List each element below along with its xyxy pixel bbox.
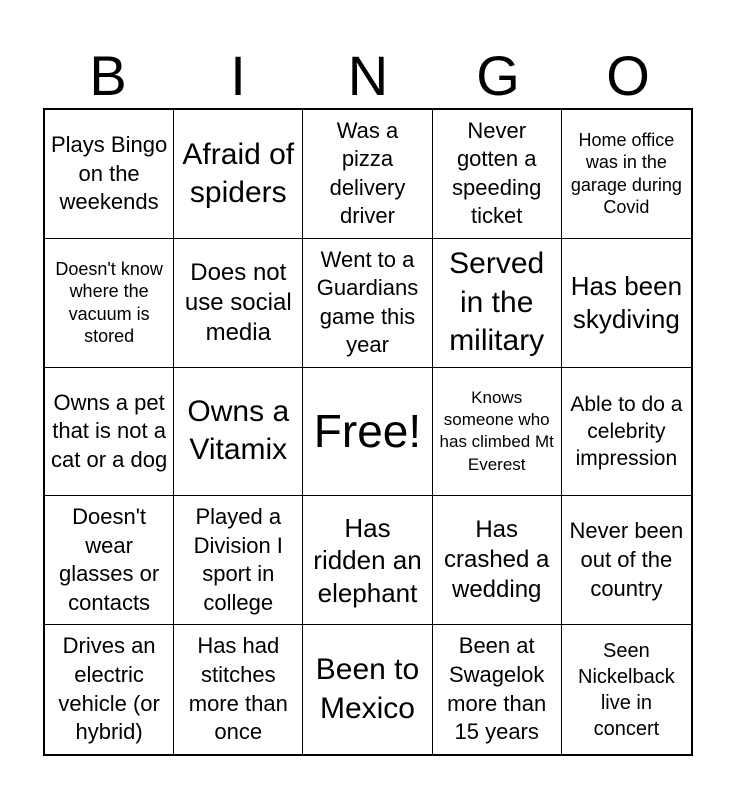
bingo-cell-n2[interactable]	[303, 239, 432, 368]
cell-text: Drives an electric vehicle (or hybrid)	[58, 633, 160, 745]
cell-text: Has crashed a wedding	[443, 516, 550, 604]
cell-text: Home office was in the garage during Covid	[570, 129, 682, 218]
header-letter-i: I	[230, 44, 246, 107]
cell-text: Been at Swagelok more than 15 years	[447, 633, 547, 745]
cell-text: Able to do a celebrity impression	[570, 392, 683, 471]
bingo-cell-g1[interactable]	[433, 110, 562, 239]
bingo-cell-o2[interactable]	[562, 239, 691, 368]
cell-text: Served in the military	[449, 247, 545, 357]
cell-text: Doesn't wear glasses or contacts	[58, 504, 160, 615]
bingo-cell-n4[interactable]	[303, 496, 432, 625]
header-letter-g: G	[476, 44, 520, 107]
cell-text: Doesn't know where the vacuum is stored	[55, 258, 163, 347]
header-letter-o: O	[606, 44, 650, 107]
bingo-cell-n5[interactable]	[303, 625, 432, 754]
cell-text: Has been skydiving	[570, 271, 683, 334]
bingo-cell-g2[interactable]	[433, 239, 562, 368]
free-space-text: Free!	[313, 405, 422, 458]
cell-text: Never been out of the country	[569, 518, 684, 601]
bingo-header	[43, 44, 693, 108]
bingo-cell-b3[interactable]	[45, 368, 174, 497]
cell-text: Been to Mexico	[315, 653, 420, 725]
cell-text: Plays Bingo on the weekends	[51, 132, 168, 215]
bingo-cell-n1[interactable]	[303, 110, 432, 239]
bingo-cell-o1[interactable]	[562, 110, 691, 239]
cell-text: Played a Division I sport in college	[193, 504, 283, 615]
cell-text: Does not use social media	[184, 258, 292, 346]
bingo-board	[43, 108, 693, 756]
bingo-cell-o5[interactable]	[562, 625, 691, 754]
bingo-cell-b4[interactable]	[45, 496, 174, 625]
header-letter-b: B	[89, 44, 127, 107]
bingo-cell-i5[interactable]	[174, 625, 303, 754]
cell-text: Seen Nickelback live in concert	[578, 639, 675, 740]
bingo-cell-g5[interactable]	[433, 625, 562, 754]
cell-text: Went to a Guardians game this year	[316, 246, 419, 358]
bingo-cell-o3[interactable]	[562, 368, 691, 497]
bingo-cell-i4[interactable]	[174, 496, 303, 625]
bingo-cell-g3[interactable]	[433, 368, 562, 497]
header-letter-n: N	[347, 44, 389, 107]
cell-text: Was a pizza delivery driver	[329, 117, 406, 229]
cell-text: Owns a pet that is not a cat or a dog	[51, 389, 168, 472]
bingo-cell-i3[interactable]	[174, 368, 303, 497]
cell-text: Owns a Vitamix	[187, 395, 290, 467]
bingo-cell-n3-free[interactable]	[303, 368, 432, 497]
cell-text: Afraid of spiders	[182, 137, 295, 209]
bingo-cell-i1[interactable]	[174, 110, 303, 239]
bingo-cell-b1[interactable]	[45, 110, 174, 239]
bingo-cell-b2[interactable]	[45, 239, 174, 368]
bingo-cell-i2[interactable]	[174, 239, 303, 368]
bingo-cell-b5[interactable]	[45, 625, 174, 754]
bingo-cell-g4[interactable]	[433, 496, 562, 625]
cell-text: Never gotten a speeding ticket	[452, 117, 542, 229]
cell-text: Has had stitches more than once	[188, 633, 288, 745]
cell-text: Knows someone who has climbed Mt Everest	[439, 388, 554, 474]
bingo-cell-o4[interactable]	[562, 496, 691, 625]
cell-text: Has ridden an elephant	[313, 512, 422, 608]
